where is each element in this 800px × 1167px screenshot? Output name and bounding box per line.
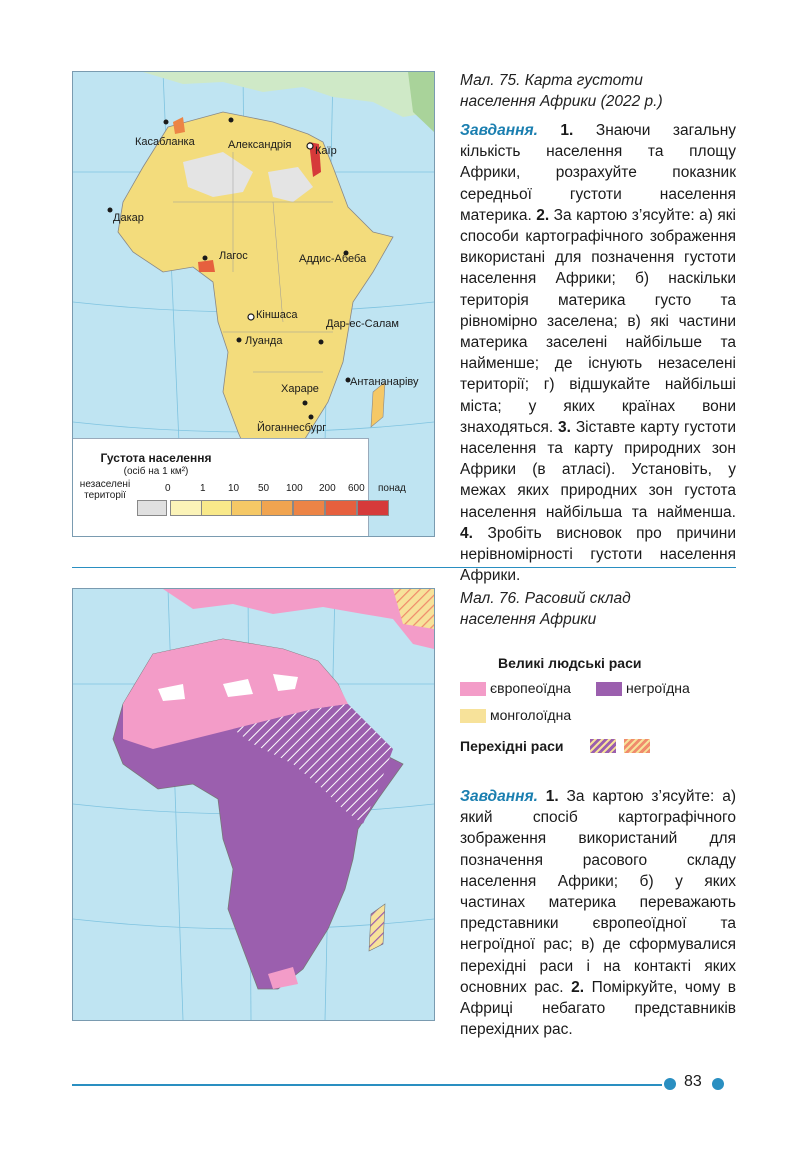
city-luanda: Луанда [245, 335, 283, 347]
legend-tick: 50 [258, 483, 270, 494]
task-label: Завдання. [460, 788, 538, 805]
city-johannesburg: Йоганнесбург [257, 422, 327, 434]
task-item: За картою з’ясуйте: а) який спосіб картографічного зображення використаний для позначення расового складу населення Африки; б) у яких частинах материка переважають представники європеоїдної та негроїдної рас; в) де сформувалися перехідні раси і на контакті яких основних рас. [460, 788, 736, 996]
task-number: 2. [536, 206, 550, 224]
caption-line: населення Африки [460, 611, 597, 628]
legend-tick: понад [378, 483, 406, 494]
legend-uninhabited-label: незаселені території [79, 479, 131, 501]
city-alexandria: Александрія [228, 139, 292, 151]
label-europeoid: європеоїдна [490, 680, 571, 696]
city-dakar: Дакар [113, 212, 144, 224]
figure76-caption [460, 588, 740, 630]
legend-color-box [201, 500, 233, 516]
task-number: 2. [571, 978, 585, 996]
madagascar-transitional [369, 904, 385, 951]
legend-tick: 1 [200, 483, 206, 494]
race-composition-map [72, 588, 435, 1021]
legend-title: Густота населення [100, 451, 212, 465]
caption-line: Мал. 75. Карта густоти [460, 72, 643, 89]
madagascar [371, 382, 385, 427]
europe-land [143, 72, 434, 117]
task-number: 1. [545, 788, 559, 805]
page-number: 83 [684, 1073, 702, 1090]
footer-line [72, 1084, 662, 1086]
task76-text [460, 786, 736, 1040]
task-number: 1. [560, 122, 574, 139]
africa-land [118, 112, 393, 467]
task-item: Зіставте карту густоти населення та карту природних зон Африки (в атласі). Установіть, у межах яких природних зон густота населення найбільша та найменша. [460, 418, 736, 521]
legend-tick: 10 [228, 483, 240, 494]
task-item: За картою з’ясуйте: а) які способи картографічного зображення використані для позначення густоти населення Африки; б) наскільки територія материка густо та рівномірно заселена; в) які частини материка заселені найбільше та найменше; де існують незаселені території; г) відшукайте найбільші міста; у яких країнах вони знаходяться. [460, 206, 736, 436]
city-harare: Хараре [281, 383, 319, 395]
maghreb-dense [173, 117, 185, 134]
caption-line: Мал. 76. Расовий склад [460, 590, 631, 607]
legend-color-box [325, 500, 357, 516]
label-mongoloid: монголоїдна [490, 707, 572, 723]
city-addis-ababa: Аддис-Абеба [299, 253, 367, 265]
swatch-mongoloid [460, 709, 486, 723]
nigeria-dense [198, 260, 215, 272]
footer-dot [712, 1078, 724, 1090]
race-legend-title: Великі людські раси [498, 655, 642, 671]
race-map-graphic [73, 589, 434, 1020]
swatch-transitional-violet [590, 739, 616, 753]
europe-region [163, 589, 434, 649]
city-lagos: Лагос [219, 250, 248, 262]
city-cairo: Каїр [315, 145, 337, 157]
task-item: Зробіть висновок про причини нерівномірності густоти населення Африки. [460, 524, 736, 585]
legend-color-box [261, 500, 293, 516]
footer-dot [664, 1078, 676, 1090]
legend-tick: 100 [286, 483, 303, 494]
legend-tick: 200 [319, 483, 336, 494]
race-legend [460, 655, 736, 755]
task-item: Поміркуйте, чому в Африці небагато представників перехідних рас. [460, 978, 736, 1039]
section-divider [72, 567, 736, 568]
city-dar-es-salaam: Дар-ес-Салам [326, 318, 399, 330]
task-number: 3. [558, 418, 571, 436]
label-negroid: негроїдна [626, 680, 690, 696]
asia-land [408, 72, 434, 132]
task-item: Знаючи загальну кількість населення та площу Африки, розрахуйте показник середньої густоти населення материка. [460, 122, 736, 224]
legend-color-box [170, 500, 202, 516]
legend-tick: 600 [348, 483, 365, 494]
figure75-caption [460, 70, 740, 112]
population-density-map [72, 71, 435, 537]
task75-text [460, 120, 736, 586]
city-casablanca: Касабланка [135, 136, 195, 148]
swatch-negroid [596, 682, 622, 696]
task-label: Завдання. [460, 122, 538, 139]
task-number: 4. [460, 524, 473, 542]
label-transitional: Перехідні раси [460, 738, 564, 754]
legend-subtitle: (осіб на 1 км²) [123, 466, 189, 477]
city-antananarivo: Антананаріву [350, 376, 419, 388]
density-legend [73, 438, 406, 537]
swatch-europeoid [460, 682, 486, 696]
legend-color-box [137, 500, 167, 516]
legend-color-box [357, 500, 389, 516]
city-kinshasa: Кіншаса [256, 309, 298, 321]
caption-line: населення Африки (2022 р.) [460, 93, 663, 110]
legend-color-box [231, 500, 263, 516]
legend-tick: 0 [165, 483, 171, 494]
legend-color-box [293, 500, 325, 516]
swatch-transitional-orange [624, 739, 650, 753]
